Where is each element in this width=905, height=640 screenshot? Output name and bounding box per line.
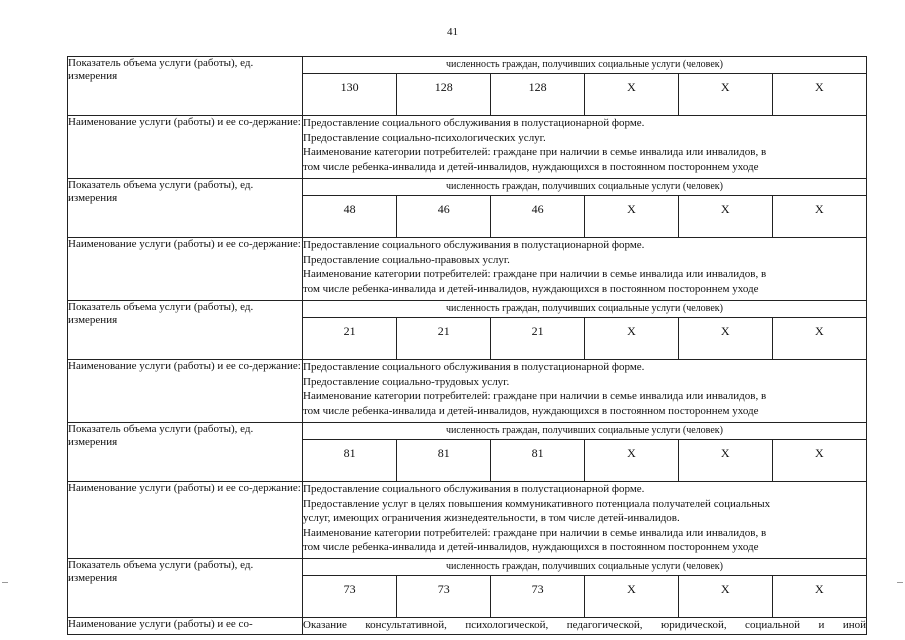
service-label: Наименование услуги (работы) и ее со-держание: xyxy=(68,238,303,301)
measure-title: численность граждан, получивших социальные услуги (человек) xyxy=(303,57,866,74)
services-table xyxy=(67,56,867,635)
description-line: Предоставление социального обслуживания в полустационарной форме. xyxy=(303,239,645,251)
value-cell: X xyxy=(584,576,678,617)
service-description xyxy=(303,360,867,423)
values-table xyxy=(303,318,866,359)
description-line: Предоставление социального обслуживания в полустационарной форме. xyxy=(303,483,645,495)
service-row xyxy=(68,618,867,635)
value-cell: X xyxy=(678,440,772,481)
indicator-row xyxy=(68,301,867,360)
measure-title: численность граждан, получивших социальные услуги (человек) xyxy=(303,423,866,440)
description-line: Наименование категории потребителей: граждане при наличии в семье инвалида или инвалидов, в xyxy=(303,390,767,402)
value-cell: X xyxy=(772,318,866,359)
value-cell: 81 xyxy=(397,440,491,481)
measure-cell xyxy=(303,301,867,360)
value-cell: X xyxy=(678,74,772,115)
value-cell: X xyxy=(772,576,866,617)
service-label: Наименование услуги (работы) и ее со- xyxy=(68,618,303,635)
indicator-row xyxy=(68,179,867,238)
value-cell: 46 xyxy=(397,196,491,237)
description-line: том числе ребенка-инвалида и детей-инвалидов, нуждающихся в постоянном постороннем уходе xyxy=(303,282,759,295)
indicator-label: Показатель объема услуги (работы), ед. измерения xyxy=(68,559,303,618)
value-cell: 21 xyxy=(491,318,585,359)
description-line: услуг, имеющих ограничения жизнедеятельности, в том числе детей-инвалидов. xyxy=(303,512,680,524)
description-line: Наименование категории потребителей: граждане при наличии в семье инвалида или инвалидов, в xyxy=(303,268,767,280)
indicator-row xyxy=(68,559,867,618)
service-description xyxy=(303,482,867,559)
indicator-label: Показатель объема услуги (работы), ед. измерения xyxy=(68,57,303,116)
description-line: Оказание консультативной, психологической, педагогической, юридической, социальной и иной xyxy=(303,619,866,631)
value-cell: X xyxy=(678,318,772,359)
value-cell: 73 xyxy=(343,582,356,596)
service-description xyxy=(303,238,867,301)
value-cell: X xyxy=(584,74,678,115)
page-number: 41 xyxy=(447,26,458,38)
value-cell: X xyxy=(772,196,866,237)
description-line: Предоставление социального обслуживания в полустационарной форме. xyxy=(303,361,645,373)
value-cell: 130 xyxy=(340,80,359,94)
service-row xyxy=(68,360,867,423)
value-cell: X xyxy=(772,74,866,115)
value-cell: X xyxy=(678,196,772,237)
value-cell: 128 xyxy=(491,74,585,115)
service-label: Наименование услуги (работы) и ее со-держание: xyxy=(68,482,303,559)
value-cell: 21 xyxy=(343,324,356,338)
value-cell: X xyxy=(584,440,678,481)
service-row xyxy=(68,116,867,179)
service-description xyxy=(303,618,867,635)
values-table xyxy=(303,74,866,115)
measure-title: численность граждан, получивших социальные услуги (человек) xyxy=(303,301,866,318)
value-cell: 48 xyxy=(343,202,356,216)
description-line: том числе ребенка-инвалида и детей-инвалидов, нуждающихся в постоянном постороннем уходе xyxy=(303,160,759,173)
description-line: том числе ребенка-инвалида и детей-инвалидов, нуждающихся в постоянном постороннем уходе xyxy=(303,541,759,553)
indicator-row xyxy=(68,57,867,116)
value-cell: X xyxy=(678,576,772,617)
value-cell: X xyxy=(584,196,678,237)
service-row xyxy=(68,238,867,301)
measure-title: численность граждан, получивших социальные услуги (человек) xyxy=(303,559,866,576)
measure-title: численность граждан, получивших социальные услуги (человек) xyxy=(303,179,866,196)
values-table xyxy=(303,576,866,617)
value-cell: X xyxy=(584,318,678,359)
indicator-label: Показатель объема услуги (работы), ед. измерения xyxy=(68,301,303,360)
indicator-row xyxy=(68,423,867,482)
description-line: Предоставление социально-трудовых услуг. xyxy=(303,375,510,388)
value-cell: 128 xyxy=(397,74,491,115)
measure-cell xyxy=(303,57,867,116)
description-line: Предоставление социального обслуживания в полустационарной форме. xyxy=(303,117,645,129)
indicator-label: Показатель объема услуги (работы), ед. измерения xyxy=(68,423,303,482)
service-row xyxy=(68,482,867,559)
values-table xyxy=(303,440,866,481)
value-cell: 73 xyxy=(491,576,585,617)
service-label: Наименование услуги (работы) и ее со-держание: xyxy=(68,360,303,423)
service-label: Наименование услуги (работы) и ее со-держание: xyxy=(68,116,303,179)
description-line: Предоставление социально-правовых услуг. xyxy=(303,253,510,266)
description-line: Предоставление социально-психологических услуг. xyxy=(303,131,546,144)
description-line: Наименование категории потребителей: граждане при наличии в семье инвалида или инвалидов, в xyxy=(303,146,767,158)
scan-edge-mark xyxy=(897,582,903,583)
value-cell: X xyxy=(772,440,866,481)
description-line: Предоставление услуг в целях повышения коммуникативного потенциала получателей социальных xyxy=(303,497,771,510)
value-cell: 81 xyxy=(343,446,356,460)
value-cell: 21 xyxy=(397,318,491,359)
scan-edge-mark xyxy=(2,582,8,583)
indicator-label: Показатель объема услуги (работы), ед. измерения xyxy=(68,179,303,238)
measure-cell xyxy=(303,423,867,482)
values-table xyxy=(303,196,866,237)
value-cell: 46 xyxy=(491,196,585,237)
description-line: том числе ребенка-инвалида и детей-инвалидов, нуждающихся в постоянном постороннем уходе xyxy=(303,404,759,417)
value-cell: 81 xyxy=(491,440,585,481)
description-line: Наименование категории потребителей: граждане при наличии в семье инвалида или инвалидов, в xyxy=(303,526,767,539)
service-description xyxy=(303,116,867,179)
value-cell: 73 xyxy=(397,576,491,617)
measure-cell xyxy=(303,179,867,238)
measure-cell xyxy=(303,559,867,618)
